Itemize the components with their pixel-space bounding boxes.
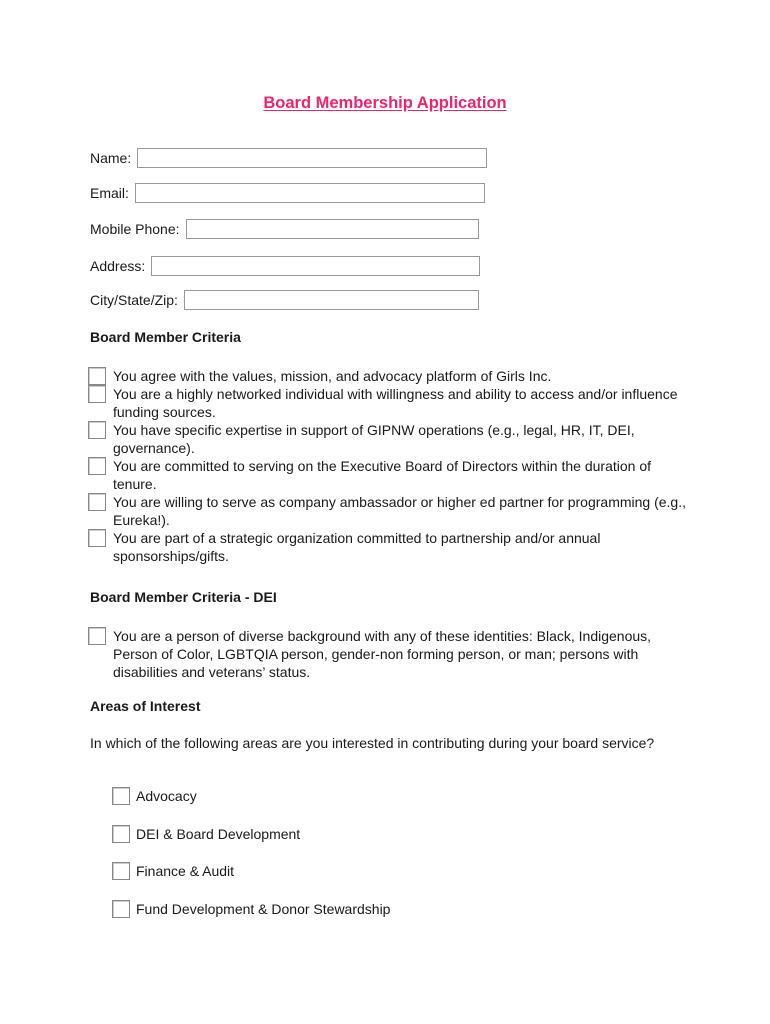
interest-label: Fund Development & Donor Stewardship [136, 901, 391, 917]
interest-checkbox[interactable] [112, 900, 130, 918]
criteria-text: You are a highly networked individual with willingness and ability to access and/or influence funding sources. [113, 386, 678, 420]
email-input[interactable] [135, 183, 485, 203]
name-row [90, 146, 487, 170]
interest-checkbox[interactable] [112, 787, 130, 805]
name-input[interactable] [137, 148, 487, 168]
city-input[interactable] [184, 290, 479, 310]
criteria-item [88, 529, 688, 565]
phone-label: Mobile Phone: [90, 221, 180, 237]
criteria-checkbox[interactable] [88, 529, 106, 547]
criteria-text: You are committed to serving on the Executive Board of Directors within the duration of tenure. [113, 458, 651, 492]
dei-list [88, 627, 688, 681]
criteria-text: You agree with the values, mission, and advocacy platform of Girls Inc. [113, 368, 552, 384]
address-row [90, 254, 480, 278]
interest-option-dei [112, 824, 300, 844]
dei-item [88, 627, 688, 681]
criteria-item [88, 385, 688, 421]
dei-text: You are a person of diverse background with any of these identities: Black, Indigenous, Person of Color, LGBTQIA person, gender-non forming person, or man; persons with disabilities and veterans’ status. [113, 628, 652, 680]
criteria-checkbox[interactable] [88, 493, 106, 511]
interests-question: In which of the following areas are you interested in contributing during your board service? [90, 735, 655, 751]
criteria-text: You are part of a strategic organization committed to partnership and/or annual sponsorships/gifts. [113, 530, 601, 564]
city-row [90, 288, 479, 312]
phone-row [90, 217, 479, 241]
address-label: Address: [90, 258, 146, 274]
criteria-heading: Board Member Criteria [90, 329, 241, 345]
interest-option-advocacy [112, 786, 197, 806]
criteria-item [88, 367, 688, 385]
criteria-checkbox[interactable] [88, 421, 106, 439]
interest-label: DEI & Board Development [136, 826, 301, 842]
criteria-checkbox[interactable] [88, 457, 106, 475]
interest-option-finance [112, 861, 234, 881]
email-label: Email: [90, 185, 129, 201]
criteria-item [88, 421, 688, 457]
address-input[interactable] [151, 256, 480, 276]
criteria-item [88, 457, 688, 493]
interest-checkbox[interactable] [112, 825, 130, 843]
dei-checkbox[interactable] [88, 627, 106, 645]
interest-checkbox[interactable] [112, 862, 130, 880]
email-row [90, 181, 485, 205]
name-label: Name: [90, 150, 132, 166]
interest-label: Advocacy [136, 788, 197, 804]
page-title: Board Membership Application [263, 94, 507, 112]
criteria-checkbox[interactable] [88, 385, 106, 403]
city-label: City/State/Zip: [90, 292, 178, 308]
criteria-text: You are willing to serve as company ambassador or higher ed partner for programming (e.g., Eureka!). [113, 494, 686, 528]
dei-heading: Board Member Criteria - DEI [90, 589, 277, 605]
interest-label: Finance & Audit [136, 863, 235, 879]
criteria-checkbox[interactable] [88, 367, 106, 385]
criteria-item [88, 493, 688, 529]
criteria-text: You have specific expertise in support of GIPNW operations (e.g., legal, HR, IT, DEI, governance). [113, 422, 635, 456]
interest-option-fund [112, 899, 390, 919]
interests-heading: Areas of Interest [90, 698, 201, 714]
criteria-list [88, 367, 688, 565]
phone-input[interactable] [186, 219, 479, 239]
